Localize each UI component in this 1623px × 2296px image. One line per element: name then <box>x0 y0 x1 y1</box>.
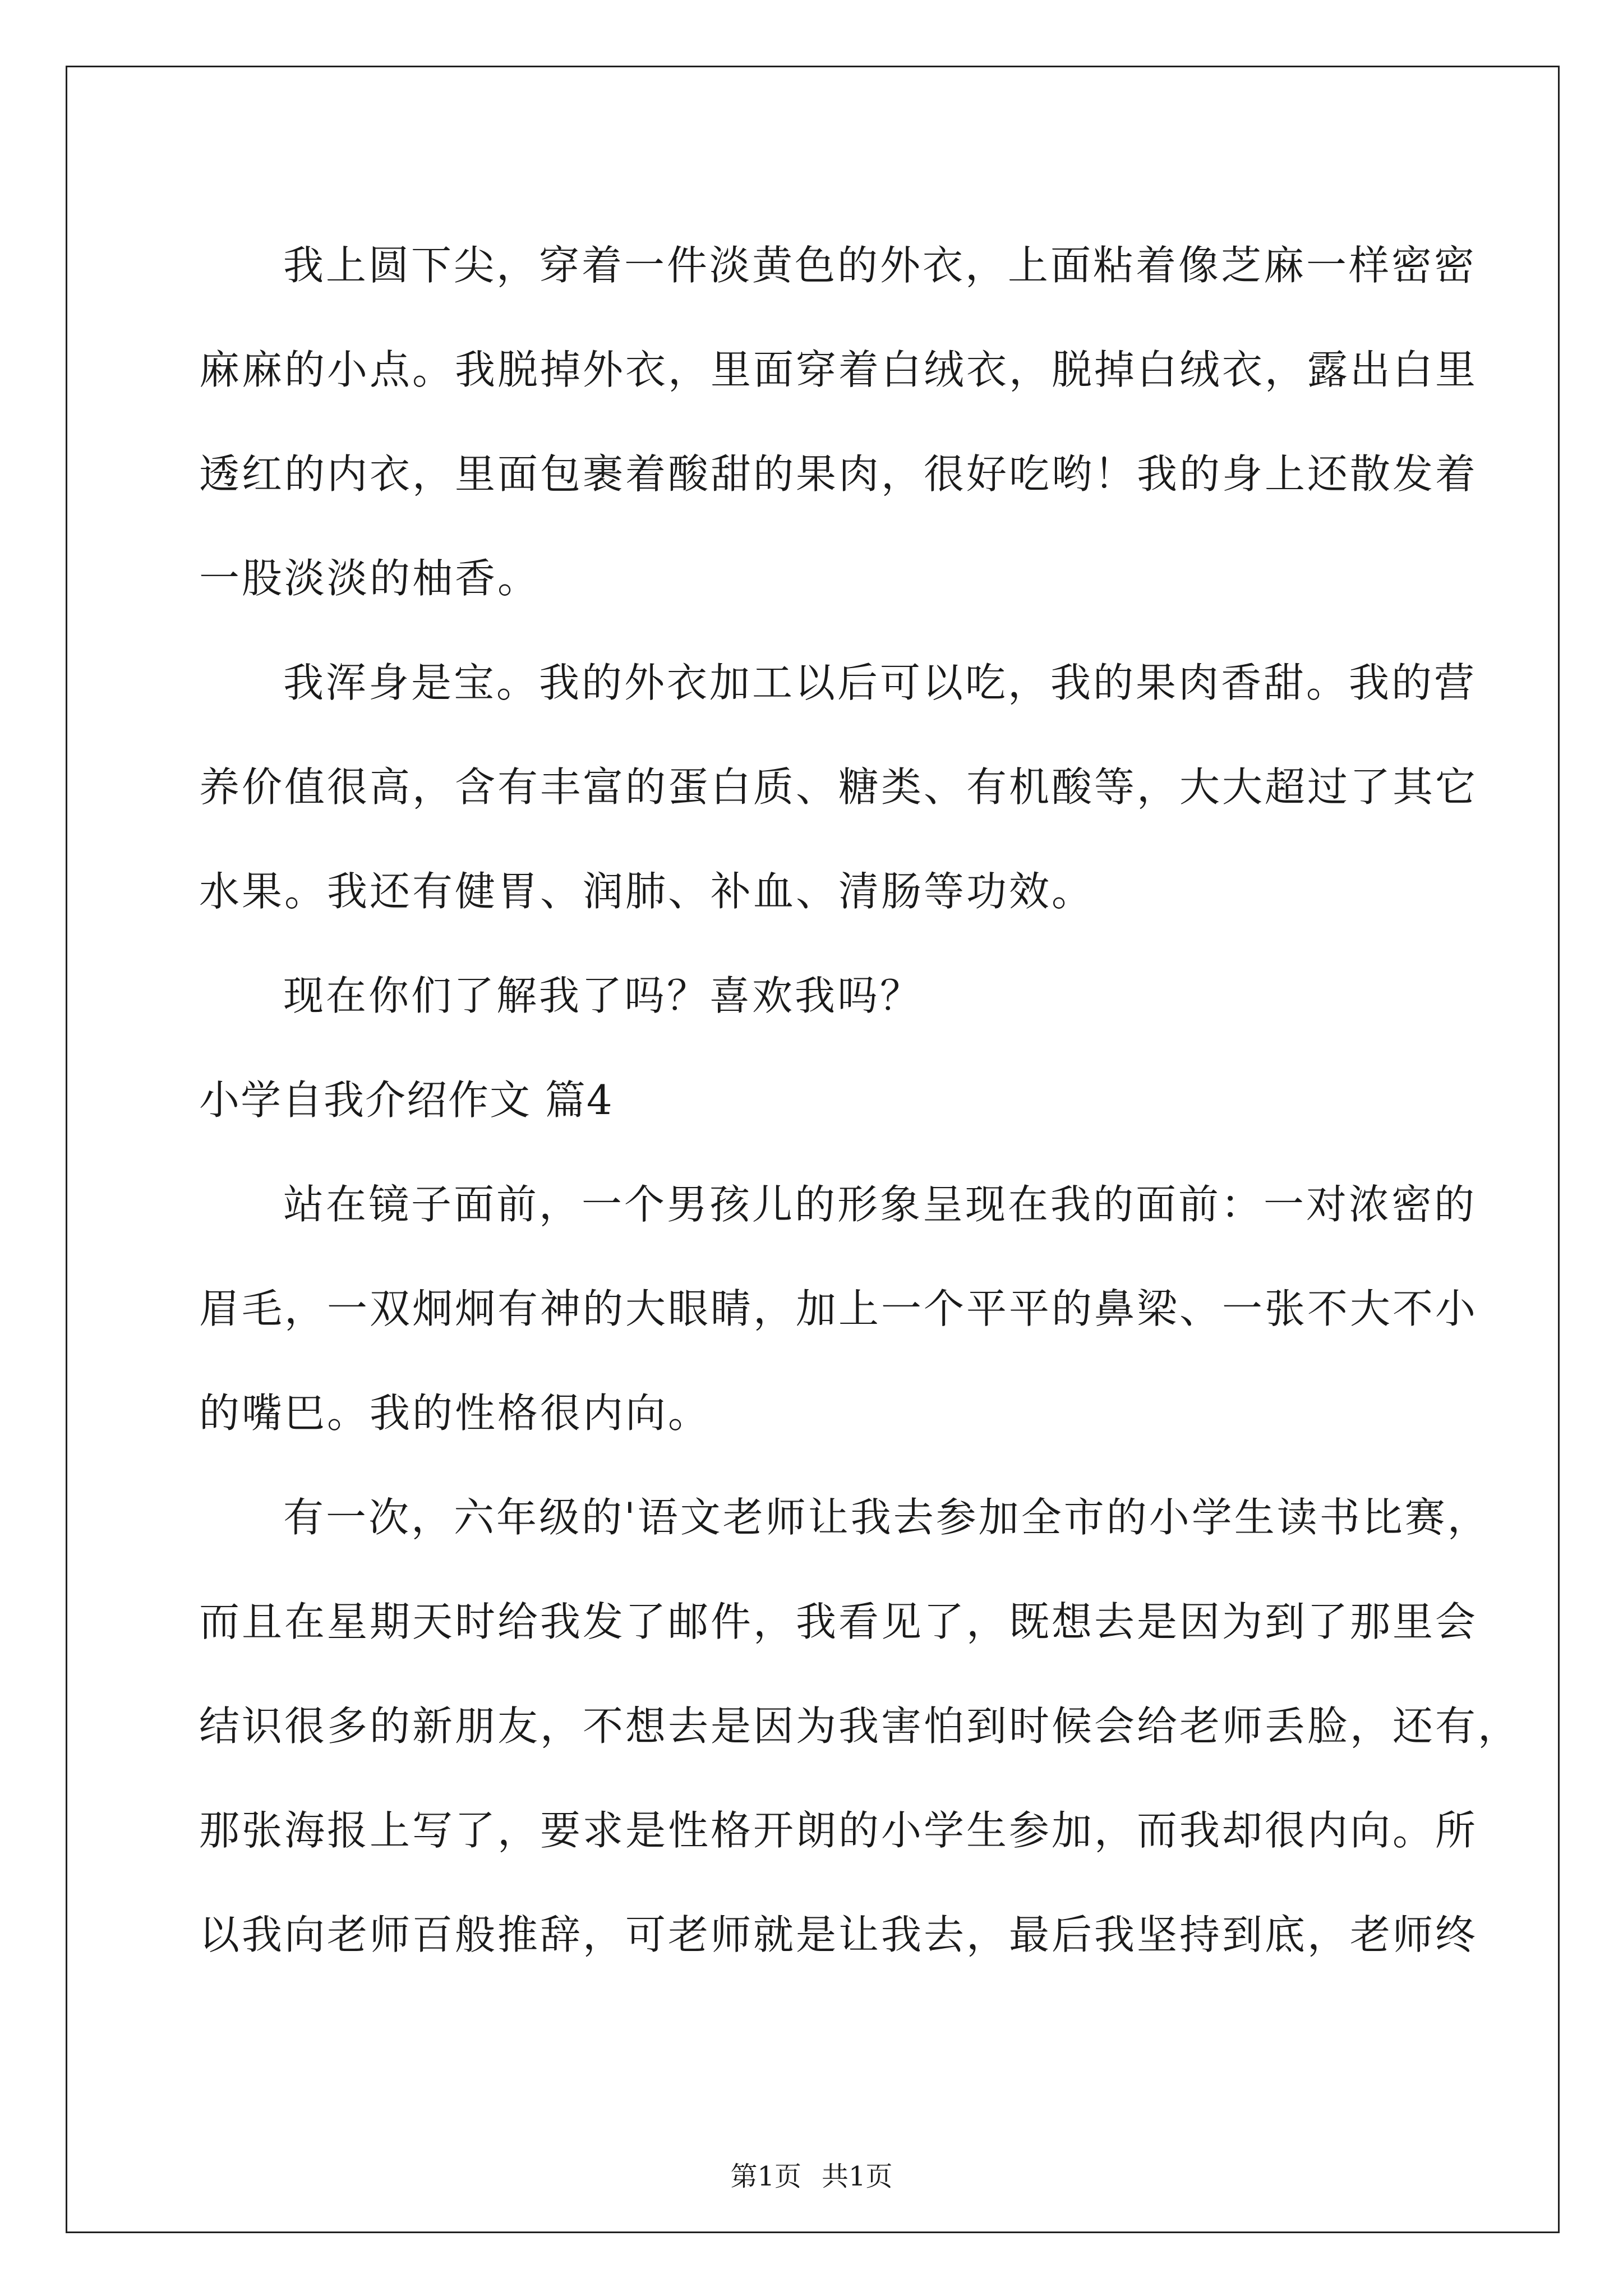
text-line: 有一次，六年级的'语文老师让我去参加全市的小学生读书比赛， <box>283 1494 1490 1541</box>
text-line: 透红的内衣，里面包裹着酸甜的果肉，很好吃哟！我的身上还散发着 <box>199 450 1478 498</box>
page-footer <box>0 2160 1623 2193</box>
text-line: 现在你们了解我了吗？喜欢我吗？ <box>283 972 923 1019</box>
paragraph <box>199 1465 1521 1987</box>
document-body <box>199 213 1521 1987</box>
text-line: 麻麻的小点。我脱掉外衣，里面穿着白绒衣，脱掉白绒衣，露出白里 <box>199 346 1478 393</box>
page-number: 第1页 <box>730 2161 801 2192</box>
text-line: 那张海报上写了，要求是性格开朗的小学生参加，而我却很内向。所 <box>199 1807 1478 1854</box>
text-line: 的嘴巴。我的性格很内向。 <box>199 1389 711 1437</box>
paragraph <box>199 213 1478 631</box>
text-line: 而且在星期天时给我发了邮件，我看见了，既想去是因为到了那里会 <box>199 1598 1478 1645</box>
text-line: 站在镜子面前，一个男孩儿的形象呈现在我的面前：一对浓密的 <box>283 1181 1477 1228</box>
text-line: 眉毛，一双炯炯有神的大眼睛，加上一个平平的鼻梁、一张不大不小 <box>199 1285 1478 1332</box>
page-total: 共1页 <box>822 2161 893 2192</box>
text-line: 结识很多的新朋友，不想去是因为我害怕到时候会给老师丢脸，还有， <box>199 1703 1521 1750</box>
section-heading <box>199 1048 1433 1152</box>
text-line: 一股淡淡的柚香。 <box>199 555 541 602</box>
paragraph <box>199 1152 1478 1465</box>
text-line: 水果。我还有健胃、润肺、补血、清肠等功效。 <box>199 868 1095 915</box>
text-line: 我浑身是宝。我的外衣加工以后可以吃，我的果肉香甜。我的营 <box>283 659 1477 706</box>
paragraph <box>199 944 1433 1048</box>
heading-text: 小学自我介绍作文 篇4 <box>199 1076 614 1124</box>
paragraph <box>199 631 1478 944</box>
text-line: 以我向老师百般推辞，可老师就是让我去，最后我坚持到底，老师终 <box>199 1911 1478 1958</box>
text-line: 我上圆下尖，穿着一件淡黄色的外衣，上面粘着像芝麻一样密密 <box>283 242 1477 289</box>
text-line: 养价值很高，含有丰富的蛋白质、糖类、有机酸等，大大超过了其它 <box>199 763 1478 811</box>
